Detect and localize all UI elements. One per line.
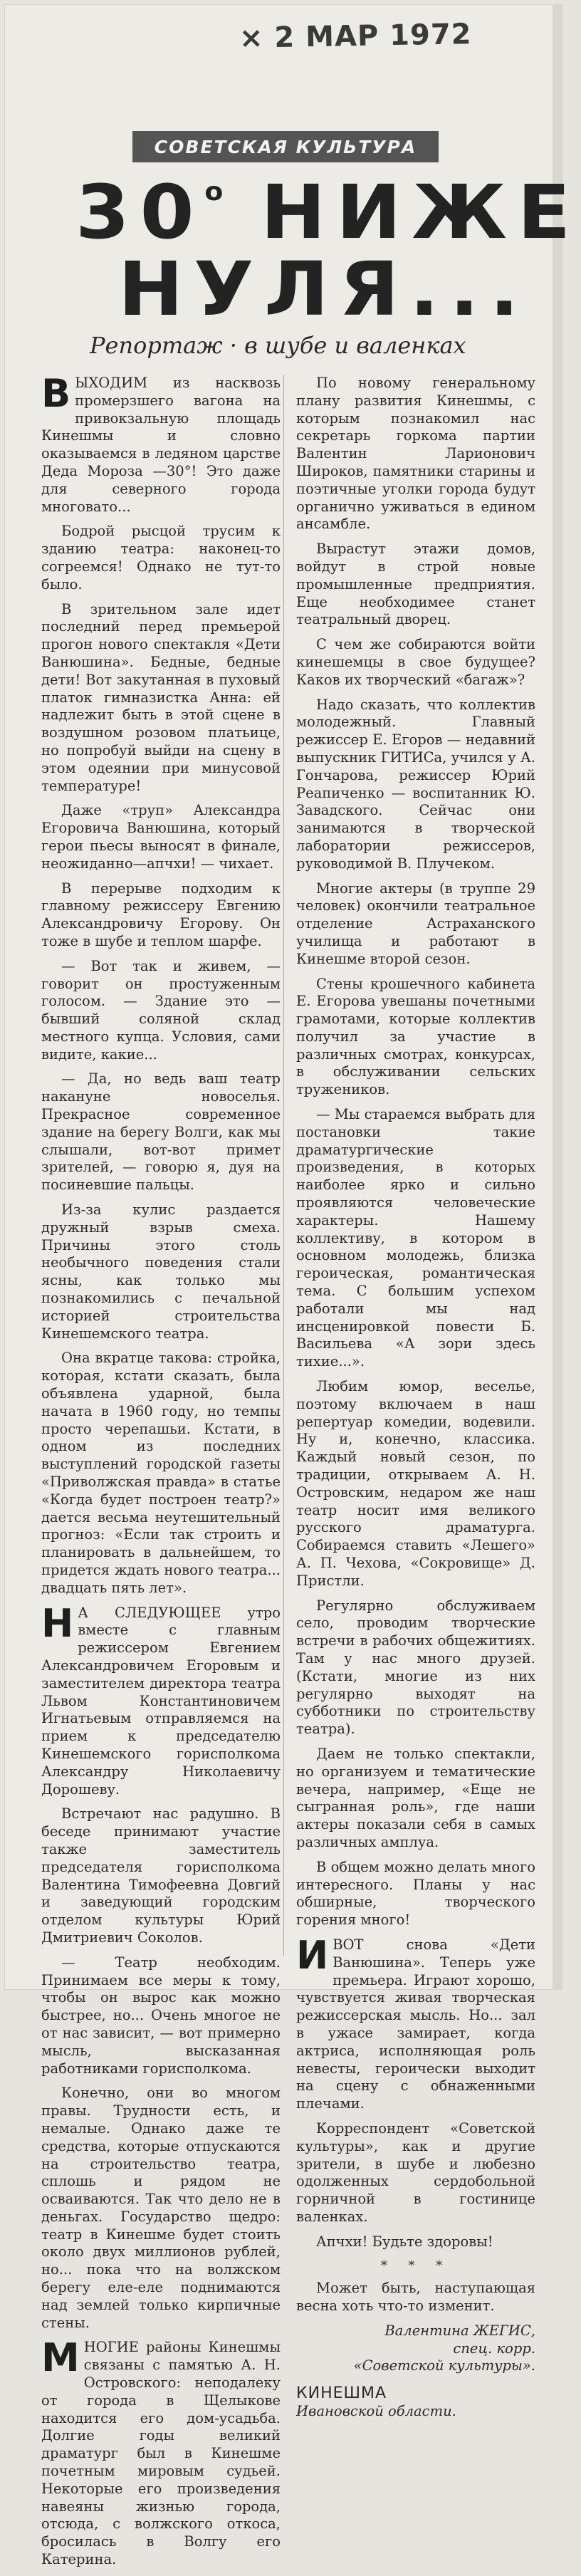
paragraph-text: Вырастут этажи домов, войдут в строй новые промышленные предприятия. Еще необходимее станет театральный дворец.	[296, 541, 535, 628]
article-paragraph	[41, 880, 281, 951]
date-stamp: × 2 МАР 1972	[239, 18, 472, 55]
paragraph-text: Корреспондент «Советской культуры», как и другие зрители, в шубе и любезно одолженных сердобольной горничной в гостинице валенках.	[296, 2119, 535, 2225]
drop-cap: В	[41, 371, 71, 416]
rubric-banner: СОВЕТСКАЯ КУЛЬТУРА	[132, 131, 439, 162]
newspaper-clipping	[4, 4, 581, 2568]
paragraph-text: Из-за кулис раздается дружный взрыв смеха. Причины этого столь необычного поведения стали ясны, как только мы познакомились с печальной историей строительства Кинешемского театра.	[41, 1201, 281, 1342]
article-paragraph	[41, 958, 281, 1064]
dateline-place: КИНЕШМА	[296, 2384, 387, 2403]
article-paragraph	[41, 601, 281, 796]
paragraph-text: По новому генеральному плану развития Кинешмы, с которым познакомил нас секретарь горкома партии Валентин Ларионович Широков, памятники старины и поэтичные уголки города будут органично уживаться в едином ансамбле.	[296, 375, 535, 533]
article-paragraph	[41, 1954, 281, 2078]
paragraph-text: — Да, но ведь ваш театр накануне новоселья. Прекрасное современное здание на берегу Волги, как мы слышали, вот-вот примет зрителей, — говорю я, дуя на посиневшие пальцы.	[41, 1070, 281, 1194]
paragraph-text: С чем же собираются войти кинешемцы в свое будущее? Каков их творческий «багаж»?	[296, 636, 535, 688]
article-paragraph	[41, 1805, 281, 1946]
article-paragraph	[296, 1378, 535, 1590]
article-paragraph	[41, 523, 281, 593]
article-paragraph	[41, 1350, 281, 1597]
article-paragraph	[41, 802, 281, 872]
article-paragraph	[296, 1932, 535, 2113]
paragraph-text: Регулярно обслуживаем село, проводим творческие встречи в рабочих общежитиях. Там у нас много друзей. (Кстати, многие из них регулярно выходят на субботники по строительству театра).	[296, 1597, 535, 1738]
article-paragraph	[41, 1201, 281, 1342]
byline	[296, 2322, 535, 2375]
paragraph-text: — Мы стараемся выбрать для постановки такие драматургические произведения, в которых наиболее ярко и сильно проявляются человеческие характеры. Нашему коллективу, в котором в основном молодежь, близка героическая, романтическая тема. С большим успехом работали мы над инсценировкой повести Б. Васильева «А зори здесь тихие...».	[296, 1106, 535, 1370]
paragraph-text: Даже «труп» Александра Егоровича Ванюшина, который герои пьесы выносят в финале, неожиданно—апчхи! — чихает.	[41, 802, 281, 872]
paragraph-text: Стены крошечного кабинета Е. Егорова увешаны почетными грамотами, которые коллектив получил за участие в различных смотрах, конкурсах, в обслуживании сельских тружеников.	[296, 975, 535, 1098]
paragraph-text: ЫХОДИМ из насквозь промерзшего вагона на привокзальную площадь Кинешмы и словно оказываемся в ледяном царстве Деда Мороза —30°! Это даже для северного города многовато...	[41, 375, 281, 515]
paragraph-text: Бодрой рысцой трусим к зданию театра: наконец-то согреемся! Однако не тут-то было.	[41, 523, 281, 593]
article-paragraph	[296, 541, 535, 629]
article-paragraph	[296, 697, 535, 873]
paragraph-text: Конечно, они во многом правы. Трудности есть, и немалые. Однако даже те средства, которые отпускаются на строительство театра, сплошь и рядом не осваиваются. Так что дело не в деньгах. Государство щедро: театр в Кинешме будет стоить около двух миллионов рублей, но... пока что на волжском берегу еле-еле поднимаются над землей только кирпичные стены.	[41, 2085, 281, 2331]
paragraph-text: В зрительном зале идет последний перед премьерой прогон нового спектакля «Дети Ванюшина». Бедные, бедные дети! Вот закутанная в пуховый платок гимназистка Анна: ей надлежит быть в этой сцене в воздушном розовом платьице, но попробуй выйди на сцену в этом одеянии при минусовой температуре!	[41, 600, 281, 794]
article-paragraph	[41, 371, 281, 516]
paragraph-text: А СЛЕДУЮЩЕЕ утро вместе с главным режиссером Евгением Александровичем Егоровым и заместителем директора театра Львом Константиновичем Игнатьевым отправляемся на прием к председателю Кинешемского горисполкома Александру Николаевичу Дорошеву.	[41, 1604, 281, 1798]
article-paragraph	[41, 2085, 281, 2332]
article-paragraph	[296, 880, 535, 969]
paragraph-text: — Театр необходим. Принимаем все меры к тому, чтобы он вырос как можно быстрее, но... Очень многое не от нас зависит, — вот примерно мысль, высказанная работниками горисполкома.	[41, 1954, 281, 2077]
article-paragraph	[296, 1597, 535, 1738]
byline-role: спец. корр.	[453, 2340, 535, 2357]
drop-cap: И	[296, 1932, 329, 1978]
article-paragraph	[296, 2233, 535, 2251]
article-paragraph	[296, 375, 535, 533]
paragraph-text: Апчхи! Будьте здоровы!	[316, 2233, 493, 2250]
paragraph-text: В общем можно делать много интересного. Планы у нас обширные, творческого горения много!	[296, 1858, 535, 1929]
right-column	[296, 375, 535, 2421]
subheadline: Репортаж · в шубе и валенках	[90, 332, 466, 359]
article-paragraph	[296, 1746, 535, 1852]
byline-author: Валентина ЖЕГИС,	[384, 2322, 535, 2339]
headline-line-2: НУЛЯ...	[118, 246, 530, 333]
article-paragraph	[296, 1106, 535, 1371]
paragraph-text: Любим юмор, веселье, поэтому включаем в наш репертуар комедии, водевили. Ну и, конечно, классика. Каждый новый сезон, по традиции, открываем А. Н. Островским, недаром же наш театр носит имя великого русского драматурга. Собираемся ставить «Лешего» А. П. Чехова, «Сокровище» Д. Пристли.	[296, 1378, 535, 1589]
left-column	[41, 371, 281, 2576]
article-paragraph	[296, 2120, 535, 2226]
byline-paper: «Советской культуры».	[353, 2357, 535, 2374]
right-column-body	[296, 375, 535, 2315]
column-divider	[283, 375, 284, 1956]
dateline-region: Ивановской области.	[296, 2403, 456, 2420]
clipping-edge	[553, 4, 562, 1990]
article-paragraph	[296, 1859, 535, 1929]
drop-cap: Н	[41, 1600, 74, 1646]
paragraph-text: Может быть, наступающая весна хоть что-то изменит.	[296, 2280, 535, 2315]
drop-cap: М	[41, 2335, 80, 2381]
paragraph-text: Даем не только спектакли, но организуем и тематические вечера, например, «Еще не сыгранная роль», где наши актеры показали себя в самых различных амплуа.	[296, 1745, 535, 1850]
article-paragraph	[41, 1600, 281, 1799]
paragraph-text: — Вот так и живем, — говорит он простуженным голосом. — Здание это — бывший соляной склад местного купца. Условия, сами видите, какие...	[41, 957, 281, 1063]
paragraph-text: Многие актеры (в труппе 29 человек) окончили театральное отделение Астраханского училища и работают в Кинешме второй сезон.	[296, 880, 535, 967]
headline-degree: о	[204, 177, 224, 207]
paragraph-text: НОГИЕ районы Кинешмы связаны с памятью А. Н. Островского: неподалеку от города в Щелыкове находится его дом-усадьба. Долгие годы великий драматург был в Кинешме почетным мировым судьей. Некоторые его произведения навеяны жизнью города, отсюда, с волжского откоса, бросилась в Волгу его Катерина.	[41, 2339, 281, 2568]
paragraph-text: Она вкратце такова: стройка, которая, кстати сказать, была объявлена ударной, была начата в 1960 году, но темпы просто черепашьи. Кстати, в одном из последних выступлений городской газеты «Приволжская правда» в статье «Когда будет построен театр?» дается весьма неутешительный прогноз: «Если так строить и планировать в дальнейшем, то придется ждать нового театра... двадцать пять лет».	[41, 1350, 281, 1596]
article-paragraph	[41, 2335, 281, 2568]
paragraph-text: Надо сказать, что коллектив молодежный. Главный режиссер Е. Егоров — недавний выпускник ГИТИСа, учился у А. Гончарова, режиссер Юрий Реапиченко — воспитанник Ю. Завадского. Сейчас они занимаются в творческой лаборатории режиссеров, руководимой В. Плучеком.	[296, 696, 535, 872]
headline-number: 30	[75, 169, 205, 256]
headline-word: НИЖЕ	[223, 169, 581, 256]
headline-line-1	[75, 169, 581, 256]
article-paragraph	[296, 2280, 535, 2315]
paragraph-text: В перерыве подходим к главному режиссеру Евгению Александровичу Егорову. Он тоже в шубе и теплом шарфе.	[41, 880, 281, 949]
paragraph-text: ВОТ снова «Дети Ванюшина». Теперь уже премьера. Играют хорошо, чувствуется живая творческая режиссерская мысль. Но... зал в ужасе замирает, когда актриса, исполняющая роль невесты, героически выходит на сцену с обнаженными плечами.	[296, 1936, 535, 2112]
paragraph-text: Встречают нас радушно. В беседе принимают участие также заместитель председателя горисполкома Валентина Тимофеевна Довгий и заведующий городским отделом культуры Юрий Дмитриевич Соколов.	[41, 1805, 281, 1946]
section-stars: * * *	[380, 2258, 451, 2274]
article-paragraph	[296, 976, 535, 1100]
article-paragraph	[296, 636, 535, 689]
article-paragraph	[41, 1070, 281, 1194]
